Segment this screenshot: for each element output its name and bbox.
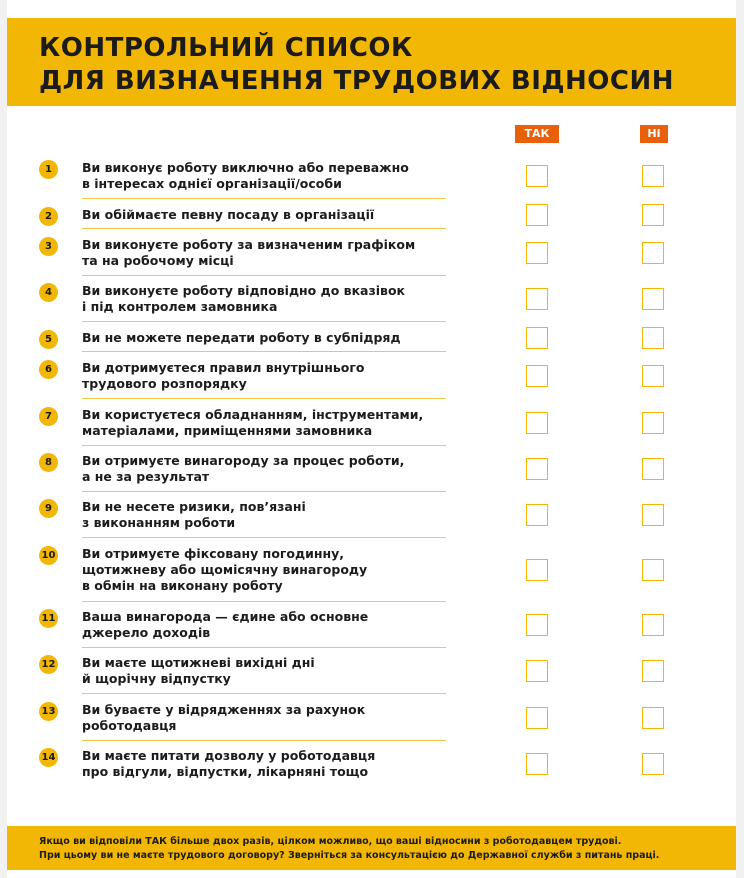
checkbox-no[interactable] bbox=[642, 707, 664, 729]
checkbox-no[interactable] bbox=[642, 559, 664, 581]
question-number: 6 bbox=[39, 360, 58, 379]
row-divider bbox=[82, 321, 446, 322]
footer-line-2: При цьому ви не маєте трудового договору? Зверніться за консультацією до Державної служби з питань праці. bbox=[39, 850, 660, 861]
checkbox-no[interactable] bbox=[642, 660, 664, 682]
checkbox-yes[interactable] bbox=[526, 242, 548, 264]
checkbox-no[interactable] bbox=[642, 204, 664, 226]
question-number: 14 bbox=[39, 748, 58, 767]
column-header-yes: ТАК bbox=[515, 125, 559, 143]
question-text: Ви не можете передати роботу в субпідряд bbox=[82, 330, 401, 345]
checkbox-no[interactable] bbox=[642, 753, 664, 775]
question-text: Ви не несете ризики, пов’язані з виконанням роботи bbox=[82, 499, 306, 530]
page-title bbox=[39, 32, 674, 98]
question-text: Ви виконуєте роботу за визначеним графіком та на робочому місці bbox=[82, 237, 416, 268]
question-text: Ви виконує роботу виключно або переважно в інтересах однієї організації/особи bbox=[82, 160, 409, 191]
row-divider bbox=[82, 351, 446, 352]
question-text: Ви буваєте у відрядженнях за рахунок роботодавця bbox=[82, 702, 366, 733]
row-divider bbox=[82, 647, 446, 648]
checkbox-yes[interactable] bbox=[526, 165, 548, 187]
footer-banner bbox=[7, 826, 736, 870]
question-text: Ви отримуєте винагороду за процес роботи, а не за результат bbox=[82, 453, 405, 484]
checkbox-no[interactable] bbox=[642, 242, 664, 264]
header-banner bbox=[7, 18, 736, 106]
checkbox-yes[interactable] bbox=[526, 327, 548, 349]
row-divider bbox=[82, 275, 446, 276]
checkbox-no[interactable] bbox=[642, 288, 664, 310]
checkbox-yes[interactable] bbox=[526, 458, 548, 480]
row-divider bbox=[82, 537, 446, 538]
checkbox-no[interactable] bbox=[642, 614, 664, 636]
question-number: 7 bbox=[39, 407, 58, 426]
question-text: Ви виконуєте роботу відповідно до вказівок і під контролем замовника bbox=[82, 283, 406, 314]
row-divider bbox=[82, 445, 446, 446]
row-divider bbox=[82, 491, 446, 492]
question-number: 9 bbox=[39, 499, 58, 518]
checkbox-yes[interactable] bbox=[526, 504, 548, 526]
checkbox-no[interactable] bbox=[642, 504, 664, 526]
question-text: Ви користуєтеся обладнанням, інструментами, матеріалами, приміщеннями замовника bbox=[82, 407, 424, 438]
row-divider bbox=[82, 198, 446, 199]
question-number: 13 bbox=[39, 702, 58, 721]
footer-line-1: Якщо ви відповіли ТАК більше двох разів, цілком можливо, що ваші відносини з роботодавцем трудові. bbox=[39, 836, 622, 847]
row-divider bbox=[82, 228, 446, 229]
question-number: 12 bbox=[39, 655, 58, 674]
question-number: 8 bbox=[39, 453, 58, 472]
row-divider bbox=[82, 398, 446, 399]
checkbox-yes[interactable] bbox=[526, 707, 548, 729]
question-number: 5 bbox=[39, 330, 58, 349]
checkbox-yes[interactable] bbox=[526, 660, 548, 682]
question-text: Ви отримуєте фіксовану погодинну, щотижневу або щомісячну винагороду в обмін на виконану роботу bbox=[82, 546, 368, 593]
question-text: Ваша винагорода — єдине або основне джерело доходів bbox=[82, 609, 369, 640]
checkbox-yes[interactable] bbox=[526, 365, 548, 387]
question-text: Ви обіймаєте певну посаду в організації bbox=[82, 207, 375, 222]
question-text: Ви маєте питати дозволу у роботодавця про відгули, відпустки, лікарняні тощо bbox=[82, 748, 376, 779]
row-divider bbox=[82, 601, 446, 602]
question-number: 3 bbox=[39, 237, 58, 256]
row-divider bbox=[82, 740, 446, 741]
checkbox-no[interactable] bbox=[642, 365, 664, 387]
checkbox-yes[interactable] bbox=[526, 614, 548, 636]
checkbox-no[interactable] bbox=[642, 458, 664, 480]
row-divider bbox=[82, 693, 446, 694]
question-text: Ви дотримуєтеся правил внутрішнього трудового розпорядку bbox=[82, 360, 365, 391]
checkbox-no[interactable] bbox=[642, 327, 664, 349]
title-line-2: ДЛЯ ВИЗНАЧЕННЯ ТРУДОВИХ ВІДНОСИН bbox=[39, 66, 674, 96]
question-number: 2 bbox=[39, 207, 58, 226]
checkbox-yes[interactable] bbox=[526, 412, 548, 434]
checkbox-yes[interactable] bbox=[526, 559, 548, 581]
checkbox-yes[interactable] bbox=[526, 753, 548, 775]
question-number: 10 bbox=[39, 546, 58, 565]
checkbox-no[interactable] bbox=[642, 412, 664, 434]
checkbox-yes[interactable] bbox=[526, 204, 548, 226]
title-line-1: КОНТРОЛЬНИЙ СПИСОК bbox=[39, 33, 413, 63]
question-number: 4 bbox=[39, 283, 58, 302]
question-text: Ви маєте щотижневі вихідні дні й щорічну відпустку bbox=[82, 655, 315, 686]
question-number: 1 bbox=[39, 160, 58, 179]
checkbox-yes[interactable] bbox=[526, 288, 548, 310]
column-header-no: НІ bbox=[640, 125, 668, 143]
checklist-page bbox=[7, 0, 736, 878]
checkbox-no[interactable] bbox=[642, 165, 664, 187]
question-number: 11 bbox=[39, 609, 58, 628]
